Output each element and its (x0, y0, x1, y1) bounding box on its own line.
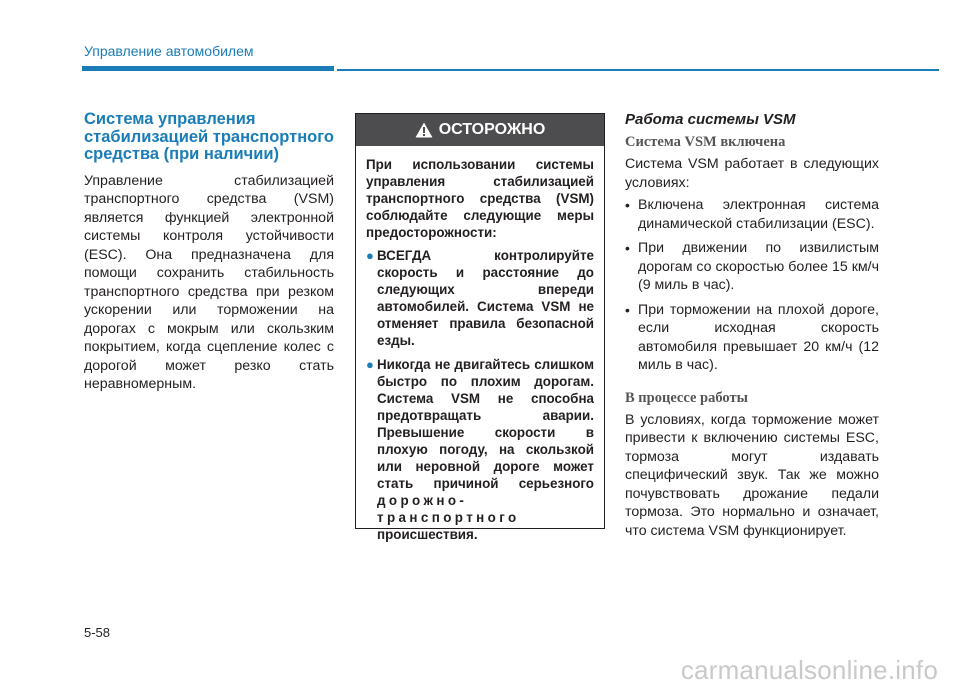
warning-item-text-main: Никогда не двигайтесь слишком быстро по плохим дорогам. Система VSM не способна предотвращать аварии. Превышение скорости в плохую погоду, на скользкой или неровной дороге может стать причиной серьезного (377, 357, 594, 491)
list-item-text: При движении по извилистым дорогам со скоростью более 15 км/ч (9 миль в час). (638, 240, 879, 293)
right-paragraph-1: Система VSM работает в следующих условиях: (625, 156, 879, 191)
list-item (625, 301, 879, 375)
left-column (84, 111, 334, 394)
warning-header (356, 114, 604, 146)
header-rule-thick (82, 66, 334, 71)
warning-triangle-icon (415, 122, 433, 138)
list-item-text: Включена электронная система динамической стабилизации (ESC). (638, 197, 879, 232)
right-title: Работа системы VSM (625, 111, 796, 128)
warning-list (366, 247, 594, 543)
condition-list (625, 196, 879, 375)
warning-body (356, 146, 604, 543)
warning-box (355, 113, 605, 542)
bullet-icon: • (625, 301, 630, 318)
header-section-title: Управление автомобилем (84, 43, 254, 59)
subheading-in-operation: В процессе работы (625, 389, 748, 406)
warning-item (366, 247, 594, 349)
warning-item-text-spaced: дорожно-транспортного (377, 493, 520, 525)
subheading-vsm-on: Система VSM включена (625, 134, 786, 150)
bullet-icon: ● (366, 357, 374, 372)
right-paragraph-2: В условиях, когда торможение может привести к включению системы ESC, тормоза могут издавать специфический звук. Так же можно почувствовать дрожание педали тормоза. Это нормально и означает, что система VSM функционирует. (625, 411, 879, 539)
header-rule-thin (337, 69, 939, 71)
bullet-icon: • (625, 197, 630, 213)
warning-item (366, 356, 594, 543)
list-item-text: При торможении на плохой дороге, если исходная скорость автомобиля превышает 20 км/ч (12 миль в час). (638, 301, 879, 373)
warning-item-text (377, 356, 594, 543)
bullet-icon: ● (366, 248, 374, 263)
section-title: Система управления стабилизацией транспортного средства (при наличии) (84, 110, 334, 163)
watermark: carmanualsonline.info (680, 655, 938, 685)
list-item (625, 239, 879, 295)
warning-heading: ОСТОРОЖНО (438, 121, 546, 138)
page-number: 5-58 (84, 625, 111, 640)
list-item (625, 196, 879, 233)
warning-item-text-end: происшествия. (377, 527, 478, 542)
bullet-icon: • (625, 240, 630, 256)
left-paragraph: Управление стабилизацией транспортного средства (VSM) является функцией электронной системы контроля устойчивости (ESC). Она предназначена для помощи сохранить стабильность транспортного средства при резком ускорении или торможении на дорогах с мокрым или скользким покрытием, когда сцепление колес с дорогой может резко стать неравномерным. (84, 172, 334, 392)
right-column (625, 111, 879, 540)
warning-intro: При использовании системы управления стабилизацией транспортного средства (VSM) соблюдайте следующие меры предосторожности: (366, 157, 594, 240)
warning-item-text: ВСЕГДА контролируйте скорость и расстояние до следующих впереди автомобилей. Система VSM не отменяет правила безопасной езды. (377, 248, 594, 348)
